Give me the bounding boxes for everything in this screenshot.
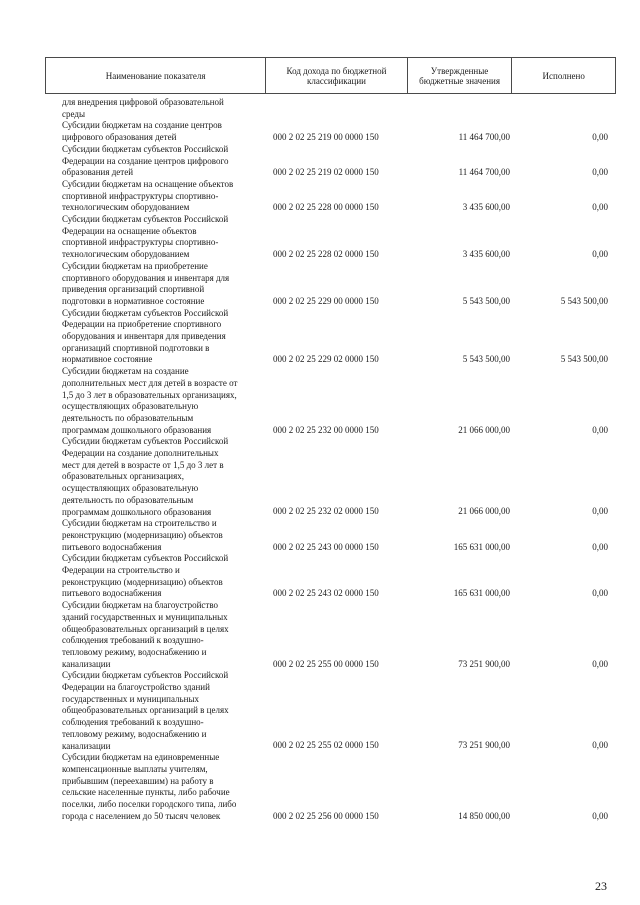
row-executed: 5 543 500,00 (560, 354, 608, 365)
row-approved: 165 631 000,00 (453, 541, 510, 552)
row-executed: 0,00 (592, 506, 608, 517)
row-name-line: Субсидии бюджетам на строительство и (62, 518, 217, 529)
table-row (0, 179, 640, 214)
row-name (62, 518, 266, 553)
row-code: 000 2 02 25 219 02 0000 150 (273, 167, 379, 178)
row-executed: 0,00 (592, 167, 608, 178)
row-name-line: прибывшим (переехавшим) на работу в (62, 775, 214, 786)
row-name-line: деятельность по образовательным (62, 494, 194, 505)
row-name-line: соблюдения требований к воздушно- (62, 717, 204, 728)
row-name (62, 97, 266, 120)
row-name-line: города с населением до 50 тысяч человек (62, 810, 221, 821)
row-name-line: поселки, либо поселки городского типа, либо (62, 799, 237, 809)
row-name (62, 214, 266, 261)
row-code: 000 2 02 25 228 00 0000 150 (273, 202, 379, 213)
row-name-line: питьевого водоснабжения (62, 541, 162, 552)
row-executed: 0,00 (592, 740, 608, 751)
row-approved: 14 850 000,00 (458, 810, 510, 821)
row-name-line: оборудования и инвентаря для приведения (62, 331, 226, 341)
row-code: 000 2 02 25 228 02 0000 150 (273, 249, 379, 260)
header-code: Код дохода по бюджетной классификации (266, 58, 408, 93)
row-name-line: Субсидии бюджетам на единовременные (62, 752, 220, 763)
table-row (0, 214, 640, 261)
row-code: 000 2 02 25 243 02 0000 150 (273, 588, 379, 599)
row-name (62, 366, 266, 436)
table-row (0, 436, 640, 518)
table-row (0, 366, 640, 436)
row-name-line: Федерации на благоустройство зданий (62, 682, 210, 692)
row-name-line: Федерации на строительство и (62, 565, 180, 575)
row-name (62, 670, 266, 752)
row-approved: 11 464 700,00 (458, 167, 510, 178)
row-name-line: спортивной инфраструктуры спортивно- (62, 190, 219, 201)
row-name-line: технологическим оборудованием (62, 202, 190, 213)
row-approved: 3 435 600,00 (462, 249, 510, 260)
row-name (62, 600, 266, 670)
row-approved: 21 066 000,00 (458, 506, 510, 517)
table-row (0, 120, 640, 143)
row-name-line: 1,5 до 3 лет в образовательных организациях, (62, 389, 237, 400)
row-name-line: компенсационные выплаты учителям, (62, 763, 208, 774)
row-name-line: зданий государственных и муниципальных (62, 611, 228, 622)
row-name-line: соблюдения требований к воздушно- (62, 635, 204, 646)
row-name (62, 120, 266, 143)
row-name-line: Субсидии бюджетам на благоустройство (62, 600, 219, 611)
row-name-line: спортивного оборудования и инвентаря для (62, 272, 230, 283)
row-name (62, 436, 266, 518)
row-name-line: образования детей (62, 167, 134, 178)
row-name-line: спортивной инфраструктуры спортивно- (62, 237, 219, 248)
row-approved: 5 543 500,00 (462, 354, 510, 365)
row-name-line: Федерации на оснащение объектов (62, 225, 197, 236)
row-name-line: Субсидии бюджетам субъектов Российской (62, 553, 229, 564)
header-executed: Исполнено (542, 70, 585, 81)
row-executed: 0,00 (592, 249, 608, 260)
table-row (0, 752, 640, 822)
row-name-line: для внедрения цифровой образовательной (62, 97, 224, 107)
table-row (0, 600, 640, 670)
row-executed: 5 543 500,00 (560, 295, 608, 306)
row-name-line: Субсидии бюджетам на создание (62, 366, 189, 377)
row-name-line: реконструкцию (модернизацию) объектов (62, 529, 223, 540)
row-name-line: программам дошкольного образования (62, 506, 212, 517)
row-code: 000 2 02 25 232 00 0000 150 (273, 424, 379, 435)
row-name-line: организаций спортивной подготовки в (62, 342, 210, 353)
row-name-line: цифрового образования детей (62, 132, 177, 143)
header-approved: Утвержденные бюджетные значения (408, 58, 513, 93)
row-name-line: образовательных организациях, (62, 471, 184, 482)
row-name-line: технологическим оборудованием (62, 249, 190, 260)
row-name (62, 752, 266, 822)
table-row (0, 97, 640, 120)
row-name (62, 261, 266, 308)
row-executed: 0,00 (592, 202, 608, 213)
row-name-line: канализации (62, 740, 111, 751)
row-approved: 73 251 900,00 (458, 740, 510, 751)
row-code: 000 2 02 25 219 00 0000 150 (273, 132, 379, 143)
row-name-line: Федерации на создание центров цифрового (62, 155, 229, 166)
row-name-line: деятельность по образовательным (62, 412, 194, 423)
row-approved: 5 543 500,00 (462, 295, 510, 306)
table-row (0, 144, 640, 179)
row-code: 000 2 02 25 229 02 0000 150 (273, 354, 379, 365)
row-name (62, 553, 266, 600)
row-name-line: Субсидии бюджетам субъектов Российской (62, 436, 229, 447)
row-name-line: приведения организаций спортивной (62, 284, 205, 295)
row-name (62, 144, 266, 179)
row-code: 000 2 02 25 243 00 0000 150 (273, 541, 379, 552)
row-approved: 165 631 000,00 (453, 588, 510, 599)
row-name-line: осуществляющих образовательную (62, 483, 199, 494)
row-name-line: Субсидии бюджетам субъектов Российской (62, 307, 229, 318)
table-row (0, 553, 640, 600)
row-name-line: среды (62, 108, 85, 119)
header-name: Наименование показателя (46, 58, 266, 93)
row-name-line: канализации (62, 658, 111, 669)
row-name-line: Федерации на создание дополнительных (62, 448, 219, 458)
row-name-line: Субсидии бюджетам на приобретение (62, 260, 208, 271)
row-name-line: реконструкцию (модернизацию) объектов (62, 576, 223, 587)
row-name-line: питьевого водоснабжения (62, 588, 162, 599)
table-header (45, 57, 616, 94)
row-approved: 3 435 600,00 (462, 202, 510, 213)
row-name-line: Федерации на приобретение спортивного (62, 319, 222, 330)
row-name-line: тепловому режиму, водоснабжению и (62, 728, 207, 739)
table-row (0, 670, 640, 752)
row-name-line: Субсидии бюджетам субъектов Российской (62, 143, 229, 154)
row-name-line: нормативное состояние (62, 354, 153, 365)
row-approved: 73 251 900,00 (458, 658, 510, 669)
row-name-line: дополнительных мест для детей в возрасте от (62, 377, 238, 388)
table-row (0, 308, 640, 367)
row-name-line: программам дошкольного образования (62, 424, 212, 435)
row-code: 000 2 02 25 232 02 0000 150 (273, 506, 379, 517)
row-name-line: Субсидии бюджетам субъектов Российской (62, 214, 229, 224)
row-approved: 21 066 000,00 (458, 424, 510, 435)
table-row (0, 261, 640, 308)
row-executed: 0,00 (592, 541, 608, 552)
row-name-line: общеобразовательных организаций в целях (62, 705, 229, 716)
row-executed: 0,00 (592, 424, 608, 435)
row-approved: 11 464 700,00 (458, 132, 510, 143)
row-name-line: Субсидии бюджетам на оснащение объектов (62, 178, 234, 189)
row-code: 000 2 02 25 256 00 0000 150 (273, 810, 379, 821)
table-row (0, 518, 640, 553)
row-name (62, 179, 266, 214)
row-name-line: общеобразовательных организаций в целях (62, 623, 229, 634)
row-name-line: Субсидии бюджетам субъектов Российской (62, 670, 229, 681)
page-number: 23 (595, 879, 607, 893)
row-executed: 0,00 (592, 810, 608, 821)
row-name-line: подготовки в нормативное состояние (62, 295, 205, 306)
row-name-line: мест для детей в возрасте от 1,5 до 3 лет в (62, 459, 224, 470)
row-name-line: тепловому режиму, водоснабжению и (62, 646, 207, 657)
row-code: 000 2 02 25 255 02 0000 150 (273, 740, 379, 751)
row-name-line: осуществляющих образовательную (62, 401, 199, 412)
row-executed: 0,00 (592, 132, 608, 143)
row-name (62, 308, 266, 367)
row-executed: 0,00 (592, 658, 608, 669)
row-code: 000 2 02 25 229 00 0000 150 (273, 295, 379, 306)
row-name-line: Субсидии бюджетам на создание центров (62, 120, 222, 131)
row-name-line: государственных и муниципальных (62, 693, 199, 704)
row-code: 000 2 02 25 255 00 0000 150 (273, 658, 379, 669)
row-executed: 0,00 (592, 588, 608, 599)
row-name-line: сельские населенные пункты, либо рабочие (62, 787, 230, 798)
